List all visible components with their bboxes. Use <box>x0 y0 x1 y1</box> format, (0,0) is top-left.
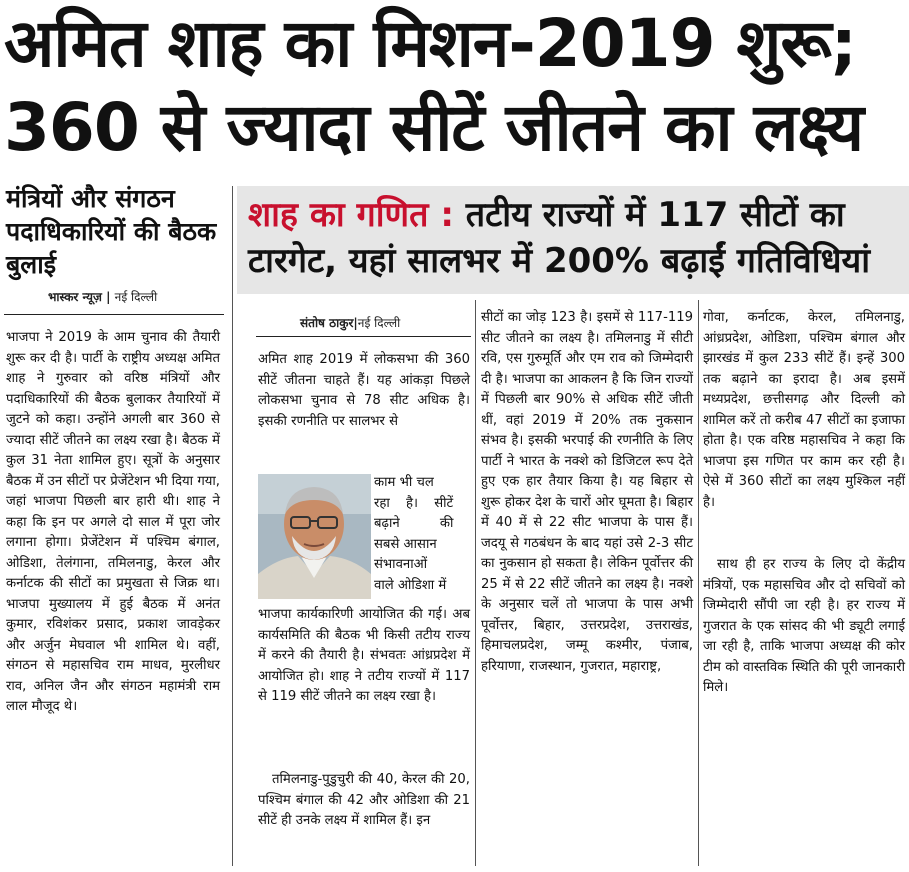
main-col3-para1: गोवा, कर्नाटक, केरल, तमिलनाडु, आंध्रप्रदेश, ओडिशा, पश्चिम बंगाल और झारखंड में कुल 233 सीटें हैं। इन्हें 300 तक बढ़ाने का इरादा है। अब इसमें मध्यप्रदेश, छत्तीसगढ़ और दिल्ली को शामिल करें तो करीब 47 सीटों का इजाफा होता है। एक वरिष्ठ महासचिव ने कहा कि भाजपा इस गणित पर काम कर रही है। ऐसे में 360 सीटों का लक्ष्य मुश्किल नहीं है। <box>703 310 905 510</box>
sub-headline-text: तटीय राज्यों में 117 सीटों का टारगेट, यहां सालभर में 200% बढ़ाईं गतिविधियां <box>248 195 870 281</box>
wrap-line: सबसे आसान <box>374 536 437 552</box>
main-col1-wrap <box>374 473 470 596</box>
main-col1-para2: तमिलनाडु-पुडुचुरी की 40, केरल की 20, पश्चिम बंगाल की 42 और ओडिशा की 21 सीटें ही उनके लक्ष्य में शामिल हैं। इन <box>258 772 470 828</box>
main-byline-place: नई दिल्ली <box>357 316 401 330</box>
main-col2: सीटों का जोड़ 123 है। इसमें से 117-119 सीट जीतने का लक्ष्य है। तमिलनाडु में सीटी रवि, एस गुरुमूर्ति और एम राव को जिम्मेदारी दी है। भाजपा का आकलन है कि जिन राज्यों में पिछली बार 90% से अधिक सीटें जीती थीं, वहां 2019 में 20% तक नुकसान संभव है। इसकी भरपाई की रणनीति के लिए पार्टी ने भारत के नक्शे को डिजिटल रूप देते हुए एक हार तैयार किया है। यह बिहार से शुरू होकर देश के चारों ओर घूमता है। बिहार में 40 में से 22 सीट भाजपा के पास हैं। जदयू से गठबंधन के बाद यहां उसे 2-3 सीट का नुकसान हो सकता है। लेकिन पूर्वोत्तर की 25 में से 22 सीटें जीतने का लक्ष्य है। नक्शे के अनुसार चलें तो भाजपा के पास अभी पूर्वोत्तर, बिहार, उत्तरप्रदेश, उत्तराखंड, हिमाचलप्रदेश, जम्मू कश्मीर, पंजाब, हरियाणा, राजस्थान, गुजरात, महाराष्ट्र, <box>481 310 693 674</box>
headline <box>4 2 904 170</box>
side-byline-place: नई दिल्ली <box>114 290 158 304</box>
amit-shah-photo <box>258 474 371 599</box>
wrap-line: काम भी चल <box>374 475 434 490</box>
side-story-title: मंत्रियों और संगठन पदाधिकारियों की बैठक बुलाई <box>6 184 217 279</box>
wrap-line: वाले ओडिशा में <box>374 577 447 593</box>
main-col1-top: अमित शाह 2019 में लोकसभा की 360 सीटें जीतना चाहते हैं। यह आंकड़ा पिछले लोकसभा चुनाव से 78 सीट अधिक है। इसकी रणनीति पर सालभर से <box>258 352 470 429</box>
column-divider <box>698 300 699 866</box>
main-divider <box>256 336 471 337</box>
main-byline-name: संतोष ठाकुर <box>300 316 354 330</box>
sub-headline-lead: शाह का गणित <box>248 195 429 235</box>
portrait-image <box>258 474 371 599</box>
column-divider <box>475 300 476 866</box>
column-divider <box>232 186 233 866</box>
main-col1-bottom: भाजपा कार्यकारिणी आयोजित की गई। अब कार्यसमिति की बैठक भी किसी तटीय राज्य में करने की तैयारी है। संभवतः आंध्रप्रदेश में आयोजित हो। शाह ने तटीय राज्यों में 117 से 119 सीटें जीतने का लक्ष्य रखा है। <box>258 607 470 704</box>
sub-headline <box>248 192 903 284</box>
side-divider <box>4 314 224 315</box>
sub-headline-colon: : <box>428 195 466 235</box>
main-col3-para2: साथ ही हर राज्य के लिए दो केंद्रीय मंत्रियों, एक महासचिव और दो सचिवों को जिम्मेदारी सौंपी जा रही है। हर राज्य में गुजरात के एक सांसद की भी ड्यूटी लगाई जा रही है, ताकि भाजपा अध्यक्ष की कोर टीम को वास्तविक स्थिति की पूरी जानकारी मिले। <box>703 557 905 695</box>
wrap-line: बढ़ाने की <box>374 516 454 531</box>
side-byline: भास्कर न्यूज़ | नई दिल्ली <box>48 290 158 304</box>
side-byline-name: भास्कर न्यूज़ <box>48 290 102 304</box>
headline-line-1: अमित शाह का मिशन-2019 शुरू; <box>4 5 857 82</box>
side-story-body: भाजपा ने 2019 के आम चुनाव की तैयारी शुरू कर दी है। पार्टी के राष्ट्रीय अध्यक्ष अमित शाह ने गुरुवार को वरिष्ठ मंत्रियों और पदाधिकारियों की बैठक बुलाकर तैयारियों में जुटने को कहा। उन्होंने अगली बार 360 से ज्यादा सीटें जीतने का लक्ष्य रखा है। बैठक में कुल 31 नेता शामिल हुए। सूत्रों के अनुसार बैठक में उन सीटों पर प्रेजेंटेशन भी दिया गया, जहां भाजपा पिछली बार हारी थी। शाह ने कहा कि इन पर अगले दो साल में पूरा जोर लगाना होगा। प्रेजेंटेशन में पश्चिम बंगाल, ओडिशा, तेलंगाना, तमिलनाडु, केरल और कर्नाटक की सीटों का प्रमुखता से जिक्र था। भाजपा मुख्यालय में हुई बैठक में अनंत कुमार, रविशंकर प्रसाद, प्रकाश जावड़ेकर और अर्जुन मेघवाल भी शामिल थे। वहीं, संगठन से महासचिव राम माधव, मुरलीधर राव, अनिल जैन और संगठन महामंत्री राम लाल मौजूद थे। <box>6 330 220 714</box>
main-byline: संतोष ठाकुर|नई दिल्ली <box>300 316 401 330</box>
headline-line-2: 360 से ज्यादा सीटें जीतने का लक्ष्य <box>4 89 863 166</box>
wrap-line: संभावनाओं <box>374 557 428 572</box>
wrap-line: रहा है। सीटें <box>374 495 454 511</box>
